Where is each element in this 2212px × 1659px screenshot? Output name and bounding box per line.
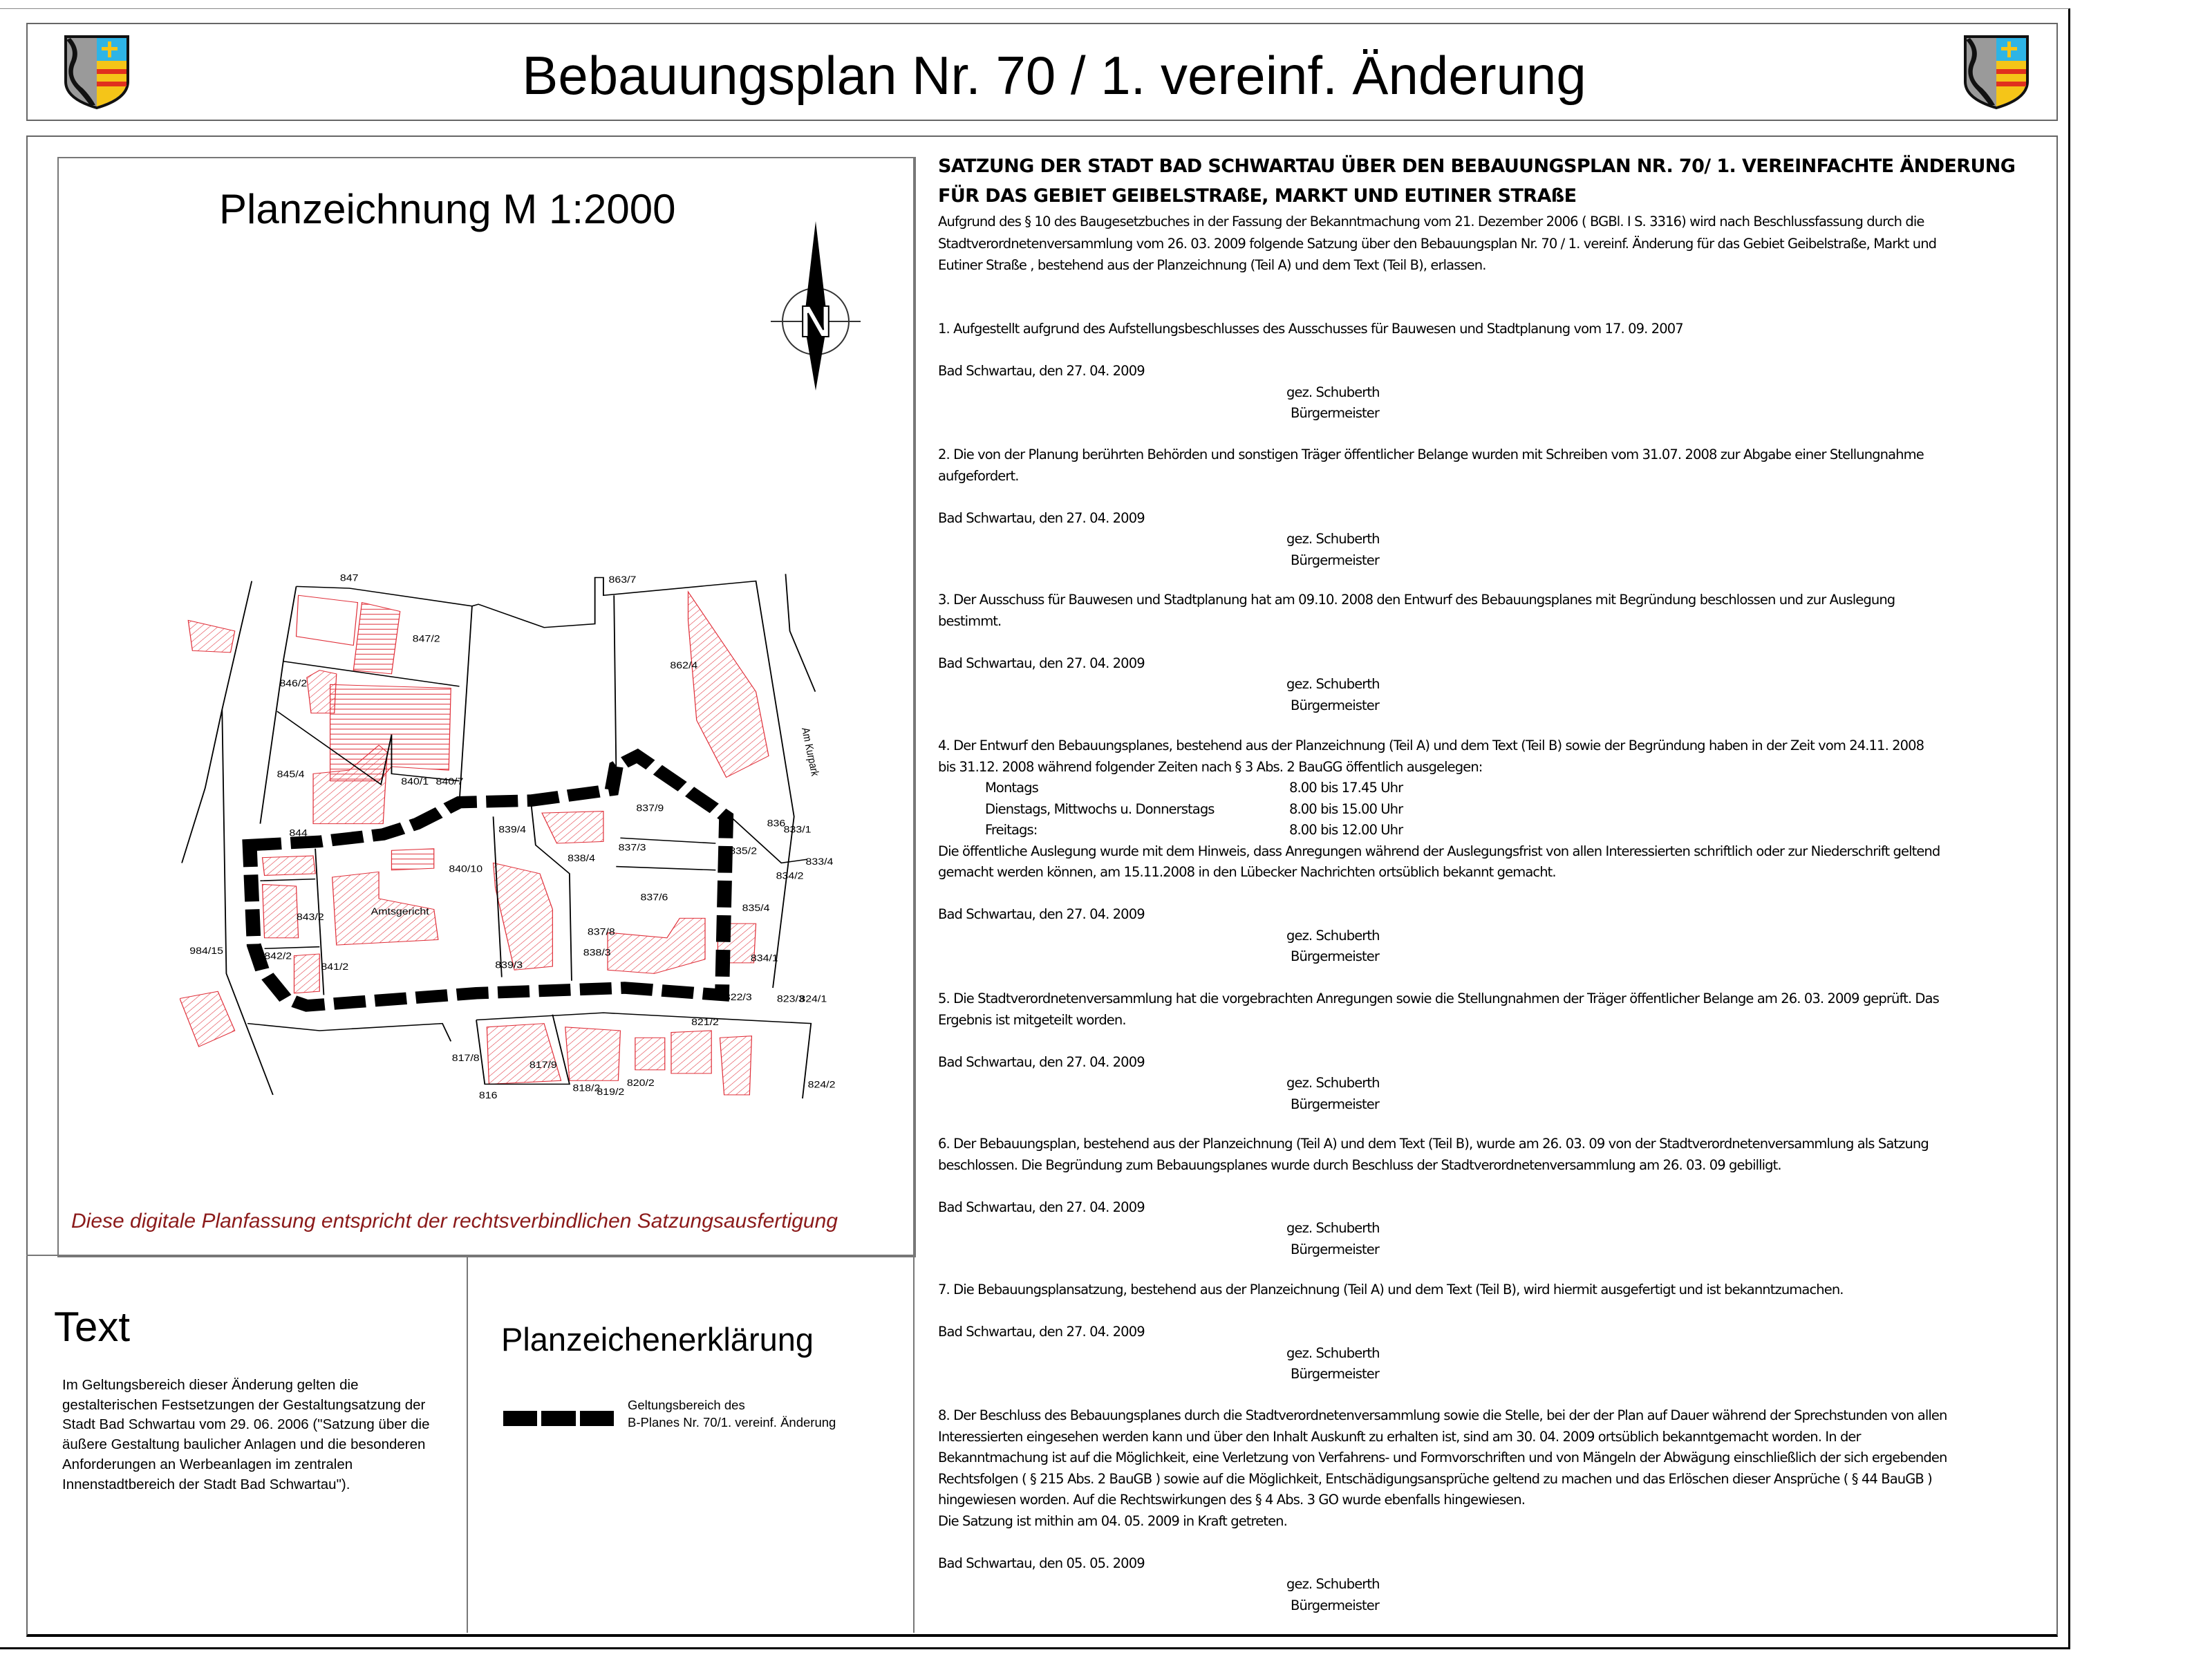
- building: [353, 603, 400, 674]
- plan-title: Planzeichnung M 1:2000: [219, 186, 676, 232]
- north-label: N: [799, 297, 832, 346]
- section-line: bestimmt.: [938, 612, 1002, 629]
- parcel-label: 863/7: [608, 575, 637, 585]
- parcel-label: 836: [767, 818, 786, 830]
- signature-date: Bad Schwartau, den 27. 04. 2009: [938, 906, 1145, 922]
- parcel-label: 816: [478, 1091, 498, 1101]
- signature-date: Bad Schwartau, den 27. 04. 2009: [938, 1324, 1145, 1340]
- parcel-label: 845/4: [276, 769, 305, 780]
- hours-time: 8.00 bis 12.00 Uhr: [1289, 822, 1403, 838]
- building: [391, 849, 433, 870]
- parcel-label: 837/3: [618, 843, 646, 853]
- section-line: hingewiesen worden. Auf die Rechtswirkungen des § 4 Abs. 3 GO wurde ebenfalls hingewiesen.: [938, 1492, 1526, 1508]
- building: [330, 684, 451, 780]
- parcel-label: 833/1: [783, 825, 812, 836]
- building: [494, 863, 553, 970]
- building: [297, 595, 358, 645]
- building: [487, 1024, 561, 1085]
- parcel-label: 823/3: [776, 994, 805, 1005]
- section-line: 6. Der Bebauungsplan, bestehend aus der Planzeichnung (Teil A) und dem Text (Teil B), wurde am 26. 03. 09 von der Stadtverordnetenversammlung als Satzung: [938, 1136, 1929, 1152]
- parcel-label: 839/3: [495, 960, 523, 971]
- signature-role: Bürgermeister: [1291, 552, 1379, 568]
- section-line: 4. Der Entwurf den Bebauungsplanes, bestehend aus der Planzeichnung (Teil A) und dem Text (Teil B) sowie der Begründung haben in der Zeit vom 24.11. 2008: [938, 738, 1924, 753]
- parcel-label: 847: [339, 573, 359, 584]
- intro-line: Aufgrund des § 10 des Baugesetzbuches in der Fassung der Bekanntmachung vom 21. Dezember 2006 ( BGBl. I S. 3316) wird nach Beschlussfassung durch die: [938, 214, 1924, 229]
- parcel-label: Am Kurpark: [798, 727, 821, 777]
- parcel-label: 821/2: [691, 1018, 719, 1028]
- parcel-label: 818/2: [572, 1083, 601, 1094]
- intro-line: Stadtverordnetenversammlung vom 26. 03. 2009 folgende Satzung über den Bebauungsplan Nr. 70 / 1. vereinf. Änderung für das Gebiet Geibelstraße, Markt und: [938, 235, 1937, 252]
- parcel-label: 834/2: [776, 871, 804, 882]
- section-line: bis 31.12. 2008 während folgender Zeiten nach § 3 Abs. 2 BauGG öffentlich ausgelegen:: [938, 758, 1483, 775]
- parcel-label: 835/2: [729, 846, 758, 857]
- text-section-body: Im Geltungsbereich dieser Änderung gelten die gestalterischen Festsetzungen der Gestaltungsatzung der Stadt Bad Schwartau vom 29. 06. 2006 ("Satzung über die äußere Gestaltung baulicher Anlagen und die besonderen Anforderungen an Werbeanlagen im zentralen Innenstadtbereich der Stadt Bad Schwartau").: [62, 1377, 430, 1492]
- legal-validity-note: Diese digitale Planfassung entspricht der rechtsverbindlichen Satzungsausfertigung: [71, 1210, 838, 1232]
- legend-item-line2: B-Planes Nr. 70/1. vereinf. Änderung: [628, 1415, 836, 1430]
- parcel-label: 844: [289, 828, 308, 839]
- signature-role: Bürgermeister: [1291, 697, 1379, 713]
- column-divider: [467, 1255, 468, 1633]
- statute-heading-line1: SATZUNG DER STADT BAD SCHWARTAU ÜBER DEN BEBAUUNGSPLAN NR. 70/ 1. VEREINFACHTE ÄNDERUNG: [938, 156, 2016, 177]
- parcel-label: 837/9: [636, 803, 664, 814]
- building: [608, 918, 705, 973]
- section-line: Ergebnis ist mitgeteilt worden.: [938, 1011, 1126, 1028]
- parcel-label: 833/4: [805, 857, 834, 868]
- section-line: Rechtsfolgen ( § 215 Abs. 2 BauGB ) sowie auf die Möglichkeit, Entschädigungsansprüche geltend zu machen und das Erlöschen dieser Ansprüche ( § 44 BauGB ): [938, 1470, 1932, 1487]
- parcel-label: 838/4: [568, 853, 595, 864]
- parcel-label: 840/10: [449, 864, 483, 874]
- hours-time: 8.00 bis 15.00 Uhr: [1289, 800, 1403, 817]
- north-arrow-icon: [771, 218, 861, 391]
- parcel-label: 837/8: [587, 927, 615, 938]
- plan-map: [180, 567, 836, 1120]
- section-line: Die Satzung ist mithin am 04. 05. 2009 in Kraft getreten.: [938, 1512, 1287, 1529]
- section-divider: [26, 1255, 914, 1256]
- building: [180, 991, 235, 1047]
- section-line: 1. Aufgestellt aufgrund des Aufstellungsbeschlusses des Ausschusses für Bauwesen und Stadtplanung vom 17. 09. 2007: [938, 321, 1683, 337]
- section-line: Bekanntmachung ist auf die Möglichkeit, eine Verletzung von Verfahrens- und Formvorschriften und von Mängeln der Abwägung einschließlich der sich ergebenden: [938, 1450, 1947, 1465]
- signature-name: gez. Schuberth: [1286, 676, 1380, 692]
- section-line: 3. Der Ausschuss für Bauwesen und Stadtplanung hat am 09.10. 2008 den Entwurf des Bebauungsplanes mit Begründung beschlossen und zur Auslegung: [938, 592, 1895, 608]
- parcel-label: 837/6: [640, 892, 668, 903]
- parcel-label: 820/2: [626, 1078, 655, 1089]
- signature-name: gez. Schuberth: [1286, 1576, 1380, 1592]
- parcel-label: 819/2: [597, 1087, 625, 1098]
- parcel-label: 984/15: [189, 946, 223, 957]
- parcel-label: 817/8: [451, 1053, 480, 1064]
- hours-day: Dienstags, Mittwochs u. Donnerstags: [985, 800, 1215, 817]
- parcel-label: 841/2: [321, 962, 349, 973]
- building: [263, 856, 316, 875]
- building: [188, 620, 234, 652]
- signature-date: Bad Schwartau, den 05. 05. 2009: [938, 1555, 1145, 1571]
- signature-name: gez. Schuberth: [1286, 531, 1380, 547]
- parcel-label: 817/9: [529, 1060, 557, 1071]
- intro-line: Eutiner Straße , bestehend aus der Planzeichnung (Teil A) und dem Text (Teil B), erlassen.: [938, 257, 1486, 273]
- signature-name: gez. Schuberth: [1286, 927, 1380, 944]
- parcel-label: 824/1: [799, 994, 827, 1005]
- building: [635, 1038, 665, 1069]
- section-line: Interessierten eingesehen werden kann und über den Inhalt Auskunft zu erhalten ist, sind am 30. 04. 2009 ortsüblich bekanntgemacht worden. In der: [938, 1428, 1861, 1445]
- parcel-label: 838/3: [583, 948, 611, 959]
- signature-role: Bürgermeister: [1291, 948, 1379, 964]
- signature-name: gez. Schuberth: [1286, 1220, 1380, 1236]
- signature-role: Bürgermeister: [1291, 1366, 1379, 1382]
- building: [263, 884, 299, 937]
- hours-day: Freitags:: [985, 822, 1038, 838]
- building: [565, 1027, 621, 1080]
- signature-role: Bürgermeister: [1291, 1241, 1379, 1257]
- parcel-label: Amtsgericht: [371, 907, 429, 917]
- page-title: Bebauungsplan Nr. 70 / 1. vereinf. Änderung: [522, 45, 1586, 106]
- parcel-label: 843/2: [296, 912, 324, 923]
- section-line: 5. Die Stadtverordnetenversammlung hat die vorgebrachten Anregungen sowie die Stellungnahmen der Träger öffentlicher Belange am 26. 03. 2009 geprüft. Das: [938, 991, 1939, 1006]
- parcel-label: 835/4: [742, 903, 770, 914]
- building: [294, 954, 319, 993]
- parcel-label: 842/2: [264, 951, 292, 962]
- parcel-label: 847/2: [412, 634, 440, 645]
- building: [671, 1031, 711, 1074]
- column-divider: [913, 157, 915, 1633]
- statute-heading-line2: FÜR DAS GEBIET GEIBELSTRAßE, MARKT UND EUTINER STRAßE: [938, 185, 1577, 207]
- signature-date: Bad Schwartau, den 27. 04. 2009: [938, 1053, 1145, 1070]
- parcel-label: 840/7: [435, 776, 464, 787]
- signature-date: Bad Schwartau, den 27. 04. 2009: [938, 1199, 1145, 1215]
- hours-time: 8.00 bis 17.45 Uhr: [1289, 780, 1403, 796]
- parcel-label: 822/3: [724, 993, 752, 1003]
- building: [688, 592, 768, 777]
- section-line: 2. Die von der Planung berührten Behörden und sonstigen Träger öffentlicher Belange wurden mit Schreiben vom 31.07. 2008 zur Abgabe einer Stellungnahme: [938, 447, 1924, 462]
- signature-name: gez. Schuberth: [1286, 1344, 1380, 1361]
- section-line: 8. Der Beschluss des Bebauungsplanes durch die Stadtverordnetenversammlung sowie die Stelle, bei der der Plan auf Dauer während der Sprechstunden von allen: [938, 1407, 1947, 1423]
- signature-role: Bürgermeister: [1291, 405, 1379, 421]
- signature-name: gez. Schuberth: [1286, 1075, 1380, 1091]
- legend-item-label: [628, 1396, 836, 1431]
- legend-item-line1: Geltungsbereich des: [628, 1398, 745, 1412]
- text-section-heading: Text: [54, 1304, 131, 1350]
- section-line: 7. Die Bebauungsplansatzung, bestehend aus der Planzeichnung (Teil A) und dem Text (Teil B), wird hiermit ausgefertigt und ist bekanntzumachen.: [938, 1282, 1844, 1297]
- legend-heading: Planzeichenerklärung: [501, 1321, 814, 1358]
- section-line: beschlossen. Die Begründung zum Bebauungsplanes wurde durch Beschluss der Stadtverordnetenversammlung am 26. 03. 09 gebilligt.: [938, 1156, 1781, 1173]
- parcel-label: 824/2: [807, 1080, 836, 1091]
- signature-date: Bad Schwartau, den 27. 04. 2009: [938, 509, 1145, 526]
- parcel-label: 839/4: [498, 825, 527, 836]
- signature-role: Bürgermeister: [1291, 1096, 1379, 1112]
- hours-day: Montags: [985, 780, 1038, 796]
- signature-date: Bad Schwartau, den 27. 04. 2009: [938, 363, 1145, 379]
- parcel-label: 846/2: [279, 678, 308, 689]
- parcel-label: 862/4: [670, 661, 698, 671]
- boundary-legend-symbol-icon: [503, 1411, 614, 1426]
- building: [720, 1036, 751, 1095]
- signature-name: gez. Schuberth: [1286, 384, 1380, 400]
- parcel-label: 840/1: [401, 776, 429, 787]
- signature-role: Bürgermeister: [1291, 1597, 1379, 1613]
- section-line: Die öffentliche Auslegung wurde mit dem Hinweis, dass Anregungen während der Auslegungsfrist von allen Interessierten schriftlich oder zur Niederschrift geltend: [938, 843, 1940, 859]
- signature-date: Bad Schwartau, den 27. 04. 2009: [938, 655, 1145, 671]
- parcel-label: 834/1: [750, 953, 778, 964]
- section-line: aufgefordert.: [938, 467, 1019, 484]
- building: [542, 812, 603, 843]
- section-line: gemacht werden können, am 15.11.2008 in den Lübecker Nachrichten ortsüblich bekannt gemacht.: [938, 864, 1556, 880]
